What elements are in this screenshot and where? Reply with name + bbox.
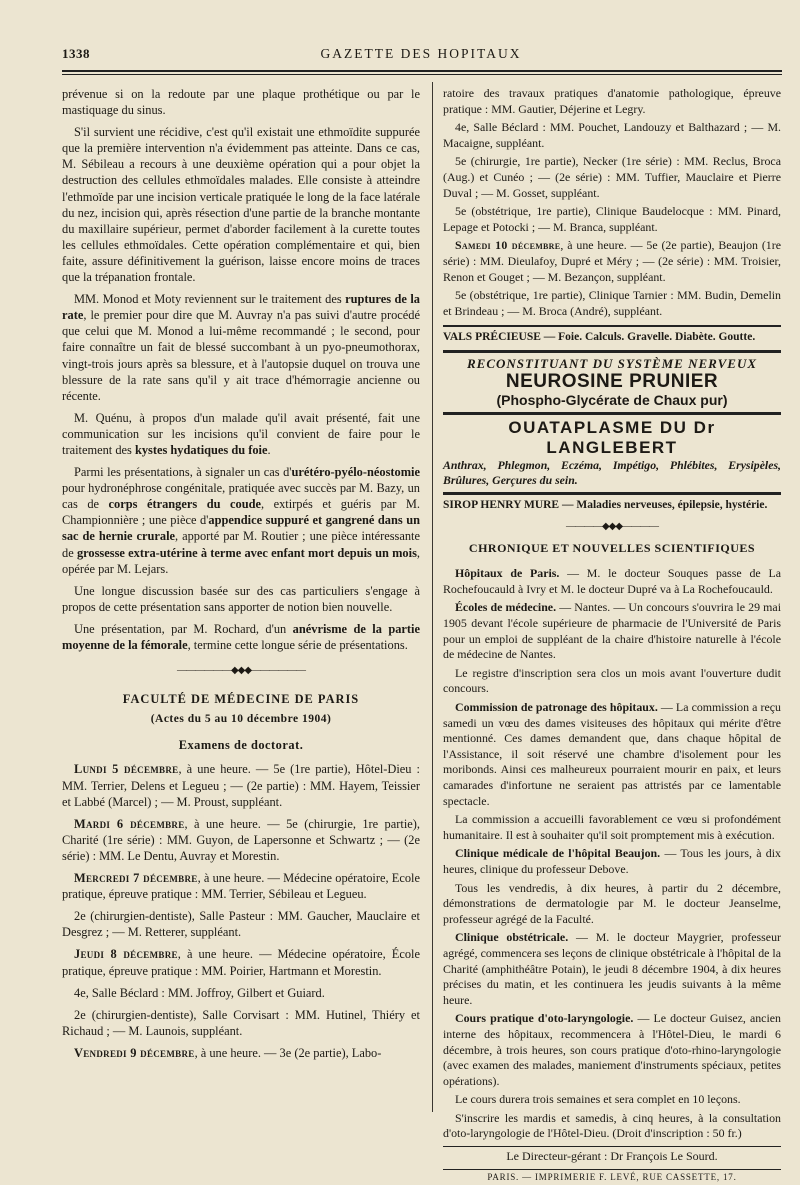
- news-heading: Écoles de médecine.: [455, 600, 557, 615]
- news-item: [443, 700, 781, 809]
- footer-rule: [443, 1146, 781, 1147]
- text-run: , opérée par M. Lejars.: [62, 545, 420, 576]
- news-item: Le registre d'inscription sera clos un mois avant l'ouverture dudit concours.: [443, 665, 781, 696]
- news-heading: Clinique obstétricale.: [455, 930, 569, 945]
- chronicle-title: CHRONIQUE ET NOUVELLES SCIENTIFIQUES: [468, 540, 756, 555]
- exam-entry: 2e (chirurgien-dentiste), Salle Pasteur : MM. Gaucher, Mauclaire et Desgrez ; — M. Retterer, suppléant.: [62, 909, 420, 940]
- paragraph: Une longue discussion basée sur des cas particuliers s'engage à propos de cette présentation sans apporter de notion bien nouvelle.: [62, 583, 420, 614]
- ad-ouata-title: OUATAPLASME DU Dr LANGLEBERT: [508, 417, 716, 457]
- ad-reconstituant: RECONSTITUANT DU SYSTÈME NERVEUX: [466, 355, 757, 371]
- text-run: — La commission a reçu samedi un vœu des dames visiteuses des hôpitaux qui mérite d'être mentionné. Ces dames demandent que, dans chaque hôpital de l'Assistance, il soit réservé une chambre d'isolement pour les moribonds. Ainsi ces malheureux pourraient mourir en paix, et leurs camarades d'infortune ne seraient pas attristés par ce lamentable spectacle.: [443, 700, 782, 808]
- ad-rule: [443, 350, 781, 353]
- paragraph: prévenue si on la redoute par une plaque prothétique ou par le mastiquage du sinus.: [62, 87, 420, 118]
- left-column: [62, 86, 420, 1067]
- text-run: , extirpés et guéris par M. Championnière ; une pièce d': [62, 497, 421, 528]
- keyword: urétéro-pyélo-néostomie: [291, 465, 420, 480]
- news-item: [443, 600, 781, 662]
- text-run: M. Quénu, à propos d'un malade qu'il avait présenté, fait une communication sur les incisions qu'il convient de faire pour le traitement des: [62, 410, 420, 457]
- keyword: ruptures de la rate: [62, 292, 420, 323]
- paragraph: [62, 621, 420, 653]
- news-item: [443, 846, 781, 877]
- keyword: kystes hydatiques du foie: [134, 442, 268, 457]
- keyword: grossesse extra-utérine à terme avec enfant mort depuis un mois: [76, 545, 417, 560]
- header-rule: [62, 70, 782, 72]
- faculty-title: FACULTÉ DE MÉDECINE DE PARIS: [122, 692, 360, 707]
- exam-day: Vendredi 9 décembre: [74, 1045, 195, 1060]
- director-signature: Le Directeur-gérant : Dr François Le Sourd.: [506, 1149, 718, 1164]
- ad-vals-text: VALS PRÉCIEUSE — Foie. Calculs. Gravelle. Diabète. Goutte.: [443, 331, 756, 344]
- exam-entry: 4e, Salle Béclard : MM. Joffroy, Gilbert et Guiard.: [74, 985, 325, 1000]
- exam-day: Mardi 6 décembre: [74, 816, 185, 831]
- text-run: Parmi les présentations, à signaler un cas d': [74, 465, 292, 480]
- exam-entry: ratoire des travaux pratiques d'anatomie pathologique, épreuve pratique : MM. Gautier, Déjerine et Legry.: [443, 86, 781, 116]
- text-run: .: [267, 442, 271, 457]
- text-run: — Le docteur Guisez, ancien interne des hôpitaux, recommencera à l'Hôtel-Dieu, le mardi 6 décembre, à trois heures, son cours pratique d'oto-rhino-laryngologie (avec examen des malades, maniement d'instruments spéciaux, petites opérations).: [443, 1011, 781, 1088]
- ornament-divider: ――――◆◆◆――――: [565, 521, 659, 533]
- page-number: 1338: [62, 46, 90, 61]
- journal-title: GAZETTE DES HOPITAUX: [320, 46, 522, 61]
- ad-ouataplasme: [443, 418, 781, 488]
- text-run: — Nantes. — Un concours s'ouvrira le 29 mai 1905 devant l'école supérieure de pharmacie de l'Université de Paris pour un emploi de suppléant de la chaire d'histoire naturelle à l'école de médecine de Nantes.: [443, 600, 781, 662]
- ornament-divider: ――――――◆◆◆――――――: [176, 665, 306, 677]
- keyword: anévrisme de la partie moyenne de la fémorale: [62, 621, 420, 652]
- faculty-subtitle: (Actes du 5 au 10 décembre 1904): [150, 713, 332, 726]
- exam-entry: [62, 761, 420, 809]
- exam-entry: 5e (obstétrique, 1re partie), Clinique Tarnier : MM. Budin, Demelin et Brindeau ; — M. Broca (André), suppléant.: [443, 288, 781, 318]
- paragraph: [62, 291, 420, 404]
- news-item: [443, 566, 781, 597]
- text-run: , à une heure. — Médecine opératoire, Ecole pratique, épreuve pratique : MM. Terrier, Sébileau et Legueu.: [62, 871, 420, 902]
- news-item: [443, 930, 781, 1008]
- right-column: [443, 86, 781, 1185]
- ad-phospho: (Phospho-Glycérate de Chaux pur): [496, 391, 728, 408]
- text-run: pour hydronéphrose congénitale, pratiquée avec succès par M. Bazy, un cas de: [62, 481, 420, 512]
- ad-sirop: SIROP HENRY MURE — Maladies nerveuses, épilepsie, hystérie.: [443, 498, 768, 511]
- paragraph: [62, 410, 420, 458]
- exam-entry: [62, 946, 420, 978]
- ad-vals: [443, 325, 781, 346]
- exam-entry: 4e, Salle Béclard : MM. Pouchet, Landouzy et Balthazard ; — M. Macaigne, suppléant.: [443, 120, 781, 150]
- text-run: — M. le docteur Souques passe de La Rochefoucauld à Ivry et M. le docteur Dupré va à La Rochefoucauld.: [443, 566, 781, 596]
- exam-entry: 2e (chirurgien-dentiste), Salle Corvisart : MM. Hutinel, Thiéry et Richaud ; — M. Launois, suppléant.: [62, 1007, 420, 1038]
- exam-day: Samedi 10 décembre: [455, 238, 561, 253]
- news-heading: Clinique médicale de l'hôpital Beaujon.: [455, 846, 661, 861]
- ad-rule: [443, 412, 781, 415]
- news-item: S'inscrire les mardis et samedis, à cinq heures, à la consultation d'oto-laryngologie de l'Hôtel-Dieu. (Droit d'inscription : 50 fr.): [443, 1110, 781, 1141]
- text-run: , à une heure. — 5e (1re partie), Hôtel-Dieu : MM. Terrier, Delens et Legueu ; — (2e partie) : MM. Hayem, Teissier et Labbé (Marcel) ; — M. Proust, suppléant.: [62, 762, 421, 809]
- exam-entry: 5e (chirurgie, 1re partie), Necker (1re série) : MM. Reclus, Broca (Aug.) et Cunéo ; — (2e série) : MM. Tuffier, Mauclaire et Pierre Duval ; — M. Gosset, suppléant.: [443, 154, 781, 200]
- text-run: , termine cette longue série de présentations.: [187, 638, 408, 652]
- exams-heading: Examens de doctorat.: [178, 738, 304, 753]
- exam-day: Lundi 5 décembre: [74, 762, 179, 777]
- text-run: Une présentation, par M. Rochard, d'un: [74, 621, 293, 636]
- text-run: , à une heure. — Médecine opératoire, École pratique, épreuve pratique : MM. Poirier, Hartmann et Morestin.: [62, 947, 420, 978]
- text-run: , apporté par M. Routier ; une pièce intéressante de: [62, 529, 420, 560]
- paragraph: S'il survient une récidive, c'est qu'il existait une ethmoïdite suppurée que la première intervention n'a évidemment pas atteinte. Dans ce cas, M. Sébileau a recours à une deuxième opération qui a pour objet la destruction des cellules ethmoïdales malades. Elle consiste à atteindre l'ethmoïde par une incision verticale pratiquée le long de la face latérale du nez, incision qui, après résection d'une partie de la branche montante du maxillaire supérieur, permet d'aborder facilement à la curette toutes les cellules ethmoïdales. Cette opération complémentaire et qui, bien faite, assure définitivement la guérison, laisse encore moins de traces que la trépanation frontale.: [62, 125, 420, 285]
- exam-entry: [62, 870, 420, 902]
- header-rule-thin: [62, 74, 782, 75]
- exam-day: Jeudi 8 décembre: [74, 947, 178, 962]
- paragraph: [62, 464, 420, 577]
- news-item: [443, 1011, 781, 1089]
- exam-entry: [443, 238, 781, 285]
- ad-ouata-list: Anthrax, Phlegmon, Eczéma, Impétigo, Phlébites, Erysipèles, Brûlures, Gerçures du sein.: [443, 457, 781, 487]
- news-item: Le cours durera trois semaines et sera complet en 10 leçons.: [455, 1092, 741, 1107]
- news-heading: Commission de patronage des hôpitaux.: [455, 700, 658, 715]
- exam-day: Mercredi 7 décembre: [74, 871, 198, 886]
- news-item: Tous les vendredis, à dix heures, à partir du 2 décembre, démonstrations de dermatologie par M. le docteur Jeanselme, professeur agrégé de la Faculté.: [443, 880, 781, 926]
- text-run: — M. le docteur Maygrier, professeur agrégé, commencera ses leçons de clinique obstétricale à l'hôpital de la Charité (amphithéâtre Potain), le jeudi 8 décembre 1904, à dix heures précises du matin, et les continuera les jeudis suivants à la même heure.: [443, 930, 781, 1007]
- keyword: corps étrangers du coude: [108, 497, 261, 512]
- ad-rule: [443, 492, 781, 495]
- text-run: — Tous les jours, à dix heures, clinique du professeur Debove.: [443, 846, 781, 876]
- ad-neurosine-title: NEUROSINE PRUNIER: [505, 370, 719, 392]
- ad-neurosine: [443, 356, 781, 408]
- news-heading: Hôpitaux de Paris.: [455, 566, 560, 581]
- text-run: , à une heure. — 5e (2e partie), Beaujon (1re série) : MM. Dieulafoy, Dupré et Méry ; — (2e série) : MM. Troisier, Renon et Gouget ; — M. Bezançon, suppléant.: [443, 238, 781, 284]
- printer-line: PARIS. — IMPRIMERIE F. LEVÉ, RUE CASSETTE, 17.: [487, 1171, 737, 1182]
- keyword: appendice suppuré et gangrené dans un sac de hernie crurale: [62, 513, 420, 544]
- text-run: MM. Monod et Moty reviennent sur le traitement des: [74, 292, 346, 307]
- news-item: La commission a accueilli favorablement ce vœu si profondément humanitaire. Il est à souhaiter qu'il soit promptement mis à exécution.: [443, 812, 781, 842]
- page-header: [62, 46, 780, 66]
- exam-entry: [62, 816, 420, 864]
- exam-entry: 5e (obstétrique, 1re partie), Clinique Baudelocque : MM. Pinard, Lepage et Potocki ; — M. Branca, suppléant.: [443, 204, 781, 234]
- text-run: , à une heure. — 3e (2e partie), Labo-: [194, 1045, 382, 1060]
- exam-entry: [62, 1045, 420, 1061]
- column-divider: [432, 82, 433, 1112]
- text-run: , le premier pour dire que M. Auvray n'a pas suivi d'autre procédé que celui que M. Monod a lui-même recommandé ; le second, pour faire connaître un fait de blessé succombant à un pyo-pneumothorax, vingt-trois jours après sa blessure, et à l'autopsie duquel on trouva une blessure de la rate sans qu'il y ait trace d'hémorragie ancienne ou récente.: [62, 308, 420, 403]
- text-run: , à une heure. — 5e (chirurgie, 1re partie), Charité (1re série) : MM. Guyon, de Lapersonne et Schwartz ; — (2e série) : MM. Le Dentu, Auvray et Morestin.: [62, 816, 420, 863]
- news-heading: Cours pratique d'oto-laryngologie.: [455, 1011, 634, 1026]
